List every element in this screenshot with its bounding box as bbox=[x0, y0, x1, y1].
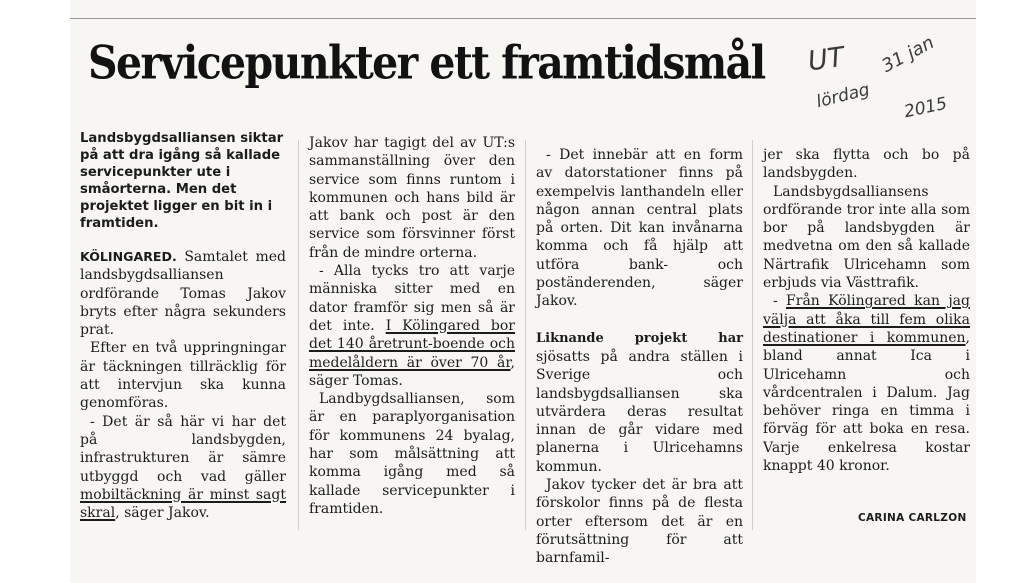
paragraph: Landbygdsalliansen, som är en paraplyorganisation för kommunens 24 byalag, har som målsättning att komma igång med så kallade servicepunkter i framtiden. bbox=[309, 391, 515, 517]
paragraph-text: Samtalet med landsbygdsalliansen ordförande Tomas Jakov bryts efter några sekunders prat. bbox=[80, 249, 286, 339]
underlined-quote: I Kölingared bor det 140 åretrunt-boende och medelåldern är över 70 år bbox=[309, 317, 515, 371]
paragraph-text: - bbox=[773, 293, 787, 310]
paragraph bbox=[80, 413, 286, 523]
subhead: Liknande projekt har bbox=[536, 330, 743, 346]
top-rule bbox=[70, 18, 976, 19]
column-divider bbox=[525, 140, 526, 530]
paragraph bbox=[309, 262, 515, 390]
paragraph-text: sjösatts på andra ställen i Sverige och landsbygdsalliansen ska utvärdera deras resultat innan de går vidare med planerna i Ulricehamns kommun. bbox=[536, 348, 743, 475]
paragraph: Efter en två uppringningar är täckningen tillräcklig för att intervjun ska kunna genomföras. bbox=[80, 340, 286, 412]
handwritten-year: 2015 bbox=[902, 93, 949, 123]
byline: CARINA CARLZON bbox=[858, 512, 967, 524]
scan-margin-right bbox=[976, 0, 1024, 583]
paragraph: jer ska flytta och bo på landsbygden. bbox=[763, 147, 970, 182]
paragraph: Jakov har tagigt del av UT:s sammanställning över den service som finns runtom i kommunen och hans bild är att bank och post är den service som försvinner först från de mindre orterna. bbox=[309, 135, 515, 261]
paragraph-text: , säger Tomas. bbox=[309, 354, 515, 389]
paragraph-text: , säger Jakov. bbox=[115, 505, 210, 522]
column-divider bbox=[298, 140, 299, 530]
handwritten-paper: UT bbox=[806, 41, 847, 78]
article-column-2 bbox=[309, 134, 515, 518]
paragraph: Jakov tycker det är bra att förskolor finns på de flesta orter eftersom det är en förutsättning för att barnfamil- bbox=[536, 477, 743, 567]
paragraph bbox=[80, 248, 286, 339]
handwritten-date: 31 jan bbox=[878, 32, 938, 77]
paragraph: - Det innebär att en form av datorstationer finns på exempelvis lanthandeln eller någon annan central plats på orten. Dit kan invånarna komma och få hjälp att utföra bank- och poständerenden, säger Jakov. bbox=[536, 147, 743, 310]
dateline: KÖLINGARED. bbox=[80, 249, 177, 264]
paragraph bbox=[763, 292, 970, 475]
headline: Servicepunkter ett framtidsmål bbox=[88, 36, 765, 90]
paragraph bbox=[536, 329, 743, 476]
paragraph-text: - Alla tycks tro att varje människa sitter med en dator framför sig men så är det inte. bbox=[309, 263, 515, 334]
handwritten-day: lördag bbox=[814, 79, 872, 113]
article-column-4 bbox=[763, 146, 970, 475]
paragraph-text: - Det är så här vi har det på landsbygden, infrastrukturen är sämre utbyggd och vad gäller bbox=[80, 413, 286, 485]
paragraph-text: , bland annat Ica i Ulricehamn och vårdcentralen i Dalum. Jag behöver ringa en timma i förväg för att boka en resa. Varje enkelresa kostar knappt 40 kronor. bbox=[763, 329, 970, 475]
ingress: Landsbygdsalliansen siktar på att dra igång så kallade servicepunkter ute i småorterna. Men det projektet ligger en bit in i framtiden. bbox=[80, 131, 284, 231]
article-column-1 bbox=[80, 130, 286, 522]
underlined-quote: Från Kölingared kan jag välja att åka till fem olika destinationer i kommunen bbox=[763, 293, 970, 346]
scan-margin-left bbox=[0, 0, 70, 583]
article-column-3 bbox=[536, 146, 743, 568]
paragraph: Landsbygdsalliansens ordförande tror inte alla som bor på landsbygden är medvetna om den så kallade Närtrafik Ulricehamn som erbjuds via Västtrafik. bbox=[763, 183, 970, 292]
column-divider bbox=[752, 140, 753, 530]
underlined-quote: mobiltäckning är minst sagt skral bbox=[80, 486, 286, 522]
